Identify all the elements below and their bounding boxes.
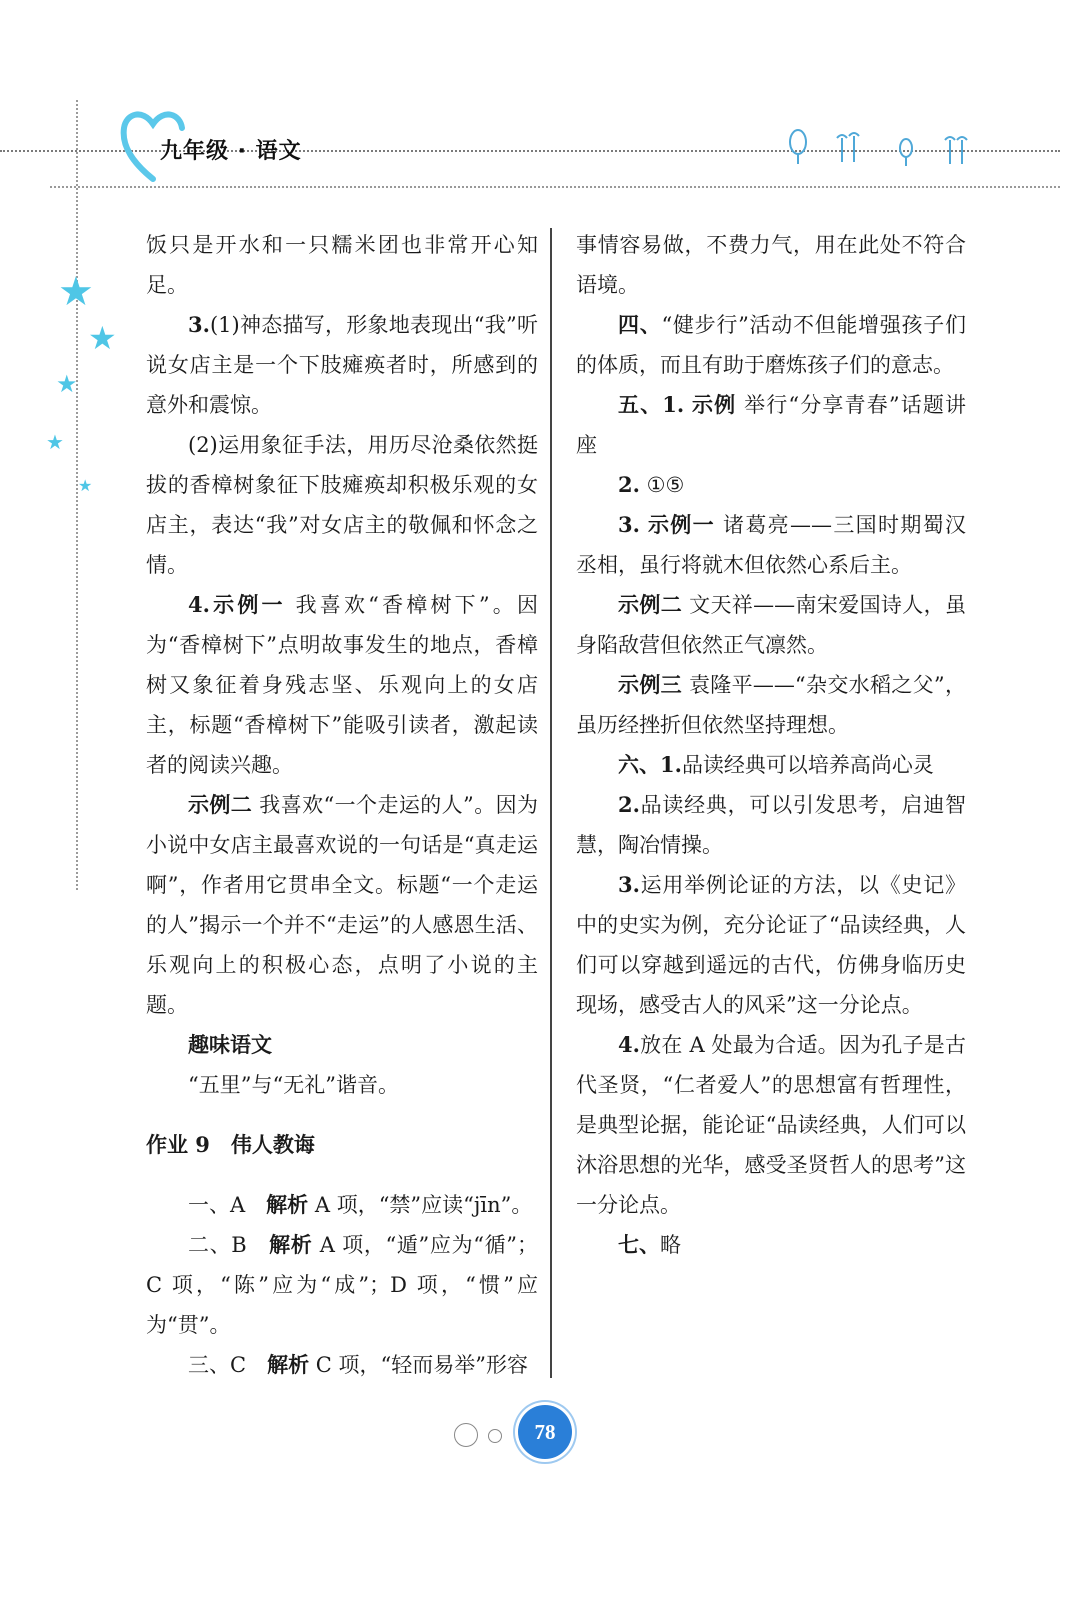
star-icon: ★ bbox=[58, 269, 94, 315]
paragraph: 2.品读经典，可以引发思考，启迪智慧，陶冶情操。 bbox=[576, 792, 966, 857]
paragraph: 四、“健步行”活动不但能增强孩子们的体质，而且有助于磨炼孩子们的意志。 bbox=[576, 312, 966, 377]
header-dotted-line-lower bbox=[50, 186, 1060, 188]
star-icon: ★ bbox=[88, 319, 117, 357]
paragraph: 4.放在 A 处最为合适。因为孔子是古代圣贤，“仁者爱人”的思想富有哲理性，是典型论据，能论证“品读经典，人们可以沐浴思想的光华，感受圣贤哲人的思考”这一分论点。 bbox=[576, 1032, 966, 1217]
circle-icon bbox=[454, 1423, 478, 1447]
paragraph: “五里”与“无礼”谐音。 bbox=[188, 1073, 399, 1097]
paragraph: 事情容易做，不费力气，用在此处不符合语境。 bbox=[576, 233, 966, 297]
header-title: 九年级 · 语文 bbox=[160, 139, 302, 164]
paragraph: 六、1.品读经典可以培养高尚心灵 bbox=[618, 752, 934, 777]
paragraph: 饭只是开水和一只糯米团也非常开心知足。 bbox=[146, 233, 538, 297]
star-icon: ★ bbox=[78, 476, 93, 495]
star-icon: ★ bbox=[56, 370, 78, 398]
paragraph: 3.运用举例论证的方法，以《史记》中的史实为例，充分论证了“品读经典，人们可以穿越到遥远的古代，仿佛身临历史现场，感受古人的风采”这一分论点。 bbox=[576, 872, 966, 1017]
page-number: 78 bbox=[518, 1405, 572, 1459]
circle-icon bbox=[488, 1429, 502, 1443]
paragraph: 示例二 文天祥——南宋爱国诗人，虽身陷敌营但依然正气凛然。 bbox=[576, 592, 966, 657]
paragraph: (2)运用象征手法，用历尽沧桑依然挺拔的香樟树象征下肢瘫痪却积极乐观的女店主，表达“我”对女店主的敬佩和怀念之情。 bbox=[146, 433, 538, 577]
star-icon: ★ bbox=[46, 430, 64, 454]
margin-dotted-line bbox=[76, 100, 78, 890]
answer-item: 二、B 解析 A 项，“遁”应为“循”；C 项，“陈”应为“成”；D 项，“惯”应为“贯”。 bbox=[146, 1232, 539, 1337]
paragraph: 七、略 bbox=[618, 1232, 681, 1257]
column-divider bbox=[550, 228, 552, 1378]
paragraph: 3.(1)神态描写，形象地表现出“我”听说女店主是一个下肢瘫痪者时，所感到的意外和震惊。 bbox=[146, 312, 538, 417]
paragraph: 示例二 我喜欢“一个走运的人”。因为小说中女店主最喜欢说的一句话是“真走运啊”，作者用它贯串全文。标题“一个走运的人”揭示一个并不“走运”的人感恩生活、乐观向上的积极心态，点明了小说的主题。 bbox=[146, 792, 539, 1017]
section-title: 作业 9 伟人教诲 bbox=[146, 1132, 315, 1157]
right-column bbox=[576, 225, 966, 1265]
plants-icon bbox=[782, 128, 982, 168]
answer-item: 三、C 解析 C 项，“轻而易举”形容 bbox=[188, 1352, 528, 1377]
subheading: 趣味语文 bbox=[188, 1032, 272, 1057]
paragraph: 示例三 袁隆平——“杂交水稻之父”，虽历经挫折但依然坚持理想。 bbox=[576, 672, 966, 737]
paragraph: 3. 示例一 诸葛亮——三国时期蜀汉丞相，虽行将就木但依然心系后主。 bbox=[576, 512, 966, 577]
paragraph: 五、1. 示例 举行“分享青春”话题讲座 bbox=[576, 392, 966, 457]
answer-item: 一、A 解析 A 项，“禁”应读“jīn”。 bbox=[188, 1192, 533, 1217]
paragraph: 4.示例一 我喜欢“香樟树下”。因为“香樟树下”点明故事发生的地点，香樟树又象征着身残志坚、乐观向上的女店主，标题“香樟树下”能吸引读者，激起读者的阅读兴趣。 bbox=[146, 592, 538, 777]
paragraph: 2. ①⑤ bbox=[618, 472, 685, 497]
left-column bbox=[146, 225, 538, 1385]
